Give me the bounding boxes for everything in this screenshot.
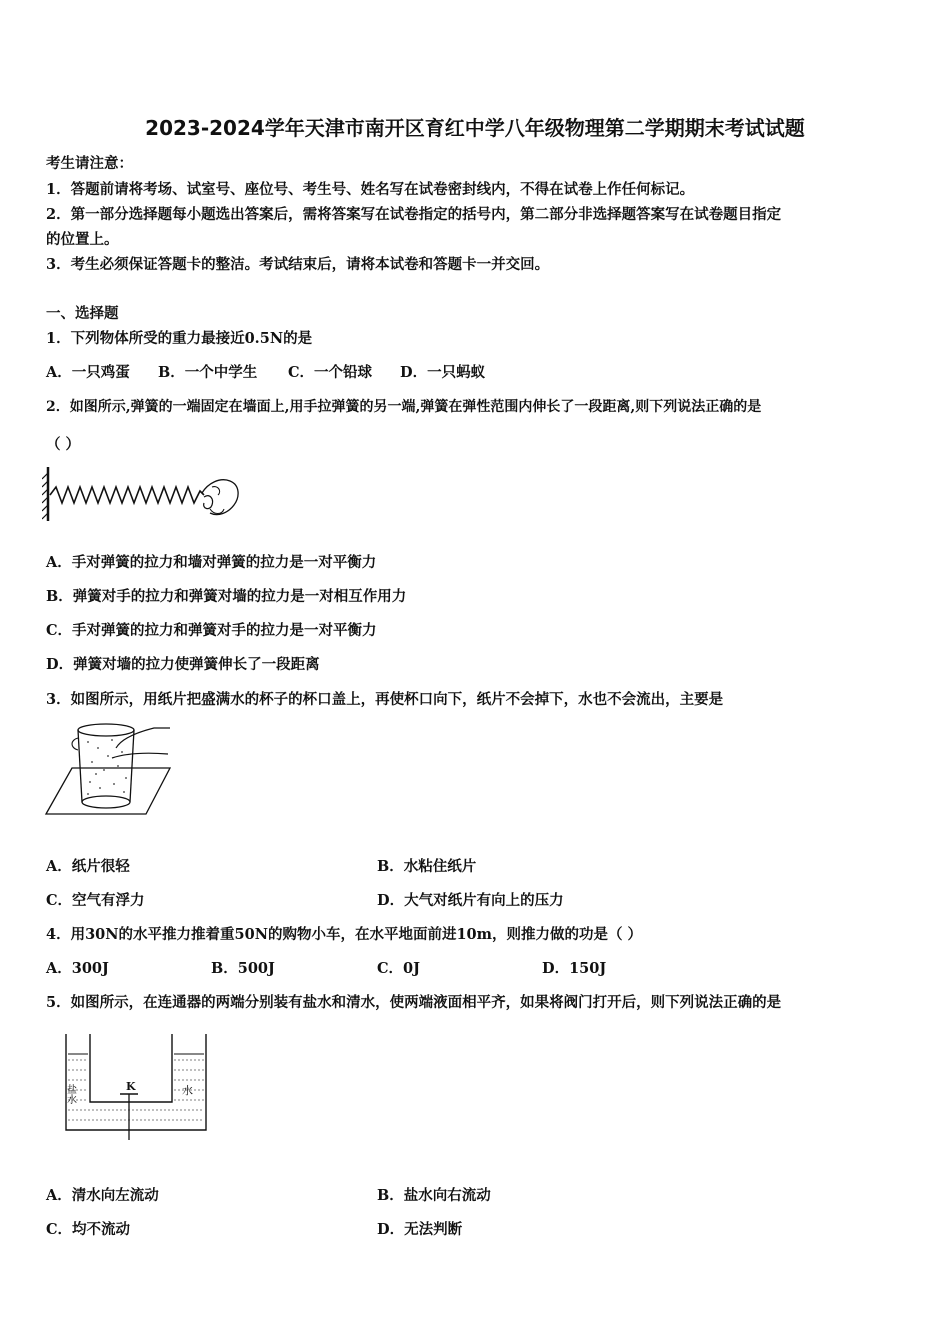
option-a: A．一只鸡蛋 [46,364,130,381]
notice-heading: 考生请注意： [46,155,133,172]
option-a: A．手对弹簧的拉力和墙对弹簧的拉力是一对平衡力 [46,554,377,571]
question-stem: 4．用30N的水平推力推着重50N的购物小车，在水平地面前进10m，则推力做的功是（ ） [46,926,643,943]
option-b: B．盐水向右流动 [377,1187,491,1204]
spring-figure [42,463,242,525]
question-stem: 2．如图所示,弹簧的一端固定在墙面上,用手拉弹簧的另一端,弹簧在弹性范围内伸长了一段距离,则下列说法正确的是 [46,399,762,415]
option-c: C．空气有浮力 [46,892,145,909]
option-b: B．一个中学生 [158,364,258,381]
option-c: C．均不流动 [46,1221,131,1238]
option-d: D．大气对纸片有向上的压力 [377,892,564,909]
option-b: B．水粘住纸片 [377,858,477,875]
option-d: D．无法判断 [377,1221,463,1238]
cup-figure [42,718,174,822]
option-a: A．300J [46,960,109,977]
option-d: D．弹簧对墙的拉力使弹簧伸长了一段距离 [46,656,320,673]
option-b: B．弹簧对手的拉力和弹簧对墙的拉力是一对相互作用力 [46,588,407,605]
option-a: A．清水向左流动 [46,1187,159,1204]
left-liquid-label: 盐水 [64,1084,76,1104]
notice-item: 3．考生必须保证答题卡的整洁。考试结束后，请将本试卷和答题卡一并交回。 [46,256,550,273]
option-a: A．纸片很轻 [46,858,130,875]
exam-title: 2023-2024学年天津市南开区育红中学八年级物理第二学期期末考试试题 [145,116,805,140]
option-d: D．150J [542,960,607,977]
option-c: C．手对弹簧的拉力和弹簧对手的拉力是一对平衡力 [46,622,377,639]
section-heading: 一、选择题 [46,305,119,322]
notice-item: 2．第一部分选择题每小题选出答案后，需将答案写在试卷指定的括号内，第二部分非选择题答案写在试卷题目指定 [46,206,782,223]
option-b: B．500J [211,960,275,977]
option-d: D．一只蚂蚁 [400,364,486,381]
connected-vessel-figure [62,1030,212,1142]
question-stem: 5．如图所示，在连通器的两端分别装有盐水和清水，使两端液面相平齐，如果将阀门打开后，则下列说法正确的是 [46,994,782,1011]
question-stem: 1．下列物体所受的重力最接近0.5N的是 [46,330,313,347]
option-c: C．一个铅球 [288,364,373,381]
question-stem: 3．如图所示，用纸片把盛满水的杯子的杯口盖上，再使杯口向下，纸片不会掉下，水也不会流出，主要是 [46,691,724,708]
question-stem-cont: （ ） [46,436,81,453]
notice-item: 的位置上。 [46,231,119,248]
valve-label: K [126,1080,136,1093]
right-liquid-label: 水 [182,1084,193,1097]
option-c: C．0J [377,960,420,977]
notice-item: 1．答题前请将考场、试室号、座位号、考生号、姓名写在试卷密封线内，不得在试卷上作任何标记。 [46,181,695,198]
